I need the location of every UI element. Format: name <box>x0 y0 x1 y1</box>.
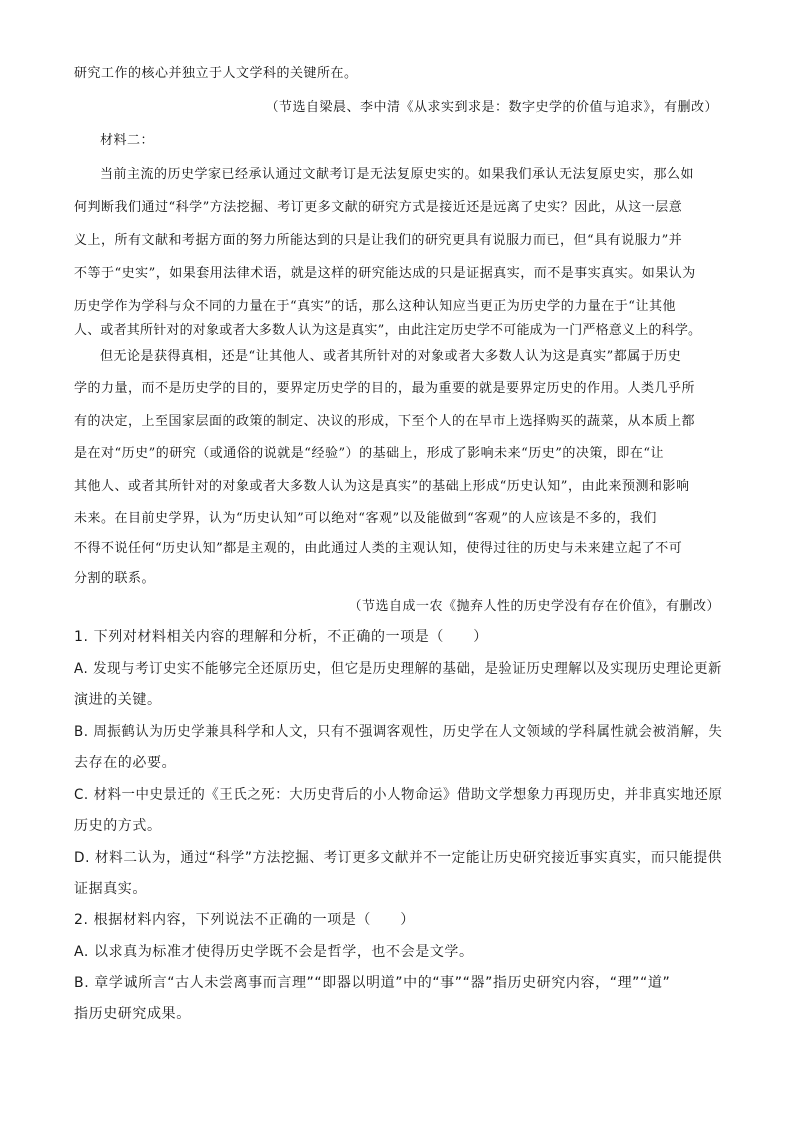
passage-line: 学的力量，而不是历史学的目的，要界定历史学的目的，最为重要的就是要界定历史的作用。人类几乎所 <box>74 381 696 396</box>
question-stem: 1. 下列对材料相关内容的理解和分析，不正确的一项是（ ） <box>74 629 488 645</box>
passage-line: 其他人、或者其所针对的对象或者大多数人认为这是真实”的基础上形成“历史认知”，由此来预测和影响 <box>74 479 690 494</box>
option-c-cont: 历史的方式。 <box>74 818 162 834</box>
passage-line: 有的决定，上至国家层面的政策的制定、决议的形成，下至个人的在早市上选择购买的蔬菜，从本质上都 <box>74 414 696 429</box>
option-b-cont: 去存在的必要。 <box>74 755 177 771</box>
question-stem: 2. 根据材料内容，下列说法不正确的一项是（ ） <box>74 912 415 928</box>
passage-line: 未来。在目前史学界，认为“历史认知”可以绝对“客观”以及能做到“客观”的人应该是不多的，我们 <box>74 511 657 526</box>
material-heading: 材料二： <box>100 133 155 148</box>
option-c: C. 材料一中史景迁的《王氏之死：大历史背后的小人物命运》借助文学想象力再现历史，并非真实地还原 <box>74 787 723 803</box>
passage-line: 不得不说任何“历史认知”都是主观的，由此通过人类的主观认知，使得过往的历史与未来建立起了不可 <box>74 541 683 556</box>
passage-line: 当前主流的历史学家已经承认通过文献考订是无法复原史实的。如果我们承认无法复原史实，那么如 <box>100 167 695 182</box>
passage-line: 分割的联系。 <box>74 571 156 586</box>
passage-line: 是在对“历史”的研究（或通俗的说就是“经验”）的基础上，形成了影响未来“历史”的决策，即在“让 <box>74 446 665 461</box>
option-b: B. 章学诚所言“古人未尝离事而言理”“即器以明道”中的“事”“器”指历史研究内容，“理”“道” <box>74 975 671 991</box>
passage-line: 历史学作为学科与众不同的力量在于“真实”的话，那么这种认知应当更正为历史学的力量在于“让其他 <box>74 299 676 314</box>
passage-line: 但无论是获得真相，还是“让其他人、或者其所针对的对象或者大多数人认为这是真实”都属于历史 <box>100 349 682 364</box>
passage-line: 人、或者其所针对的对象或者大多数人认为这是真实”，由此注定历史学不可能成为一门严格意义上的科学。 <box>74 323 702 338</box>
option-a: A. 发现与考订史实不能够完全还原历史，但它是历史理解的基础，是验证历史理解以及实现历史理论更新 <box>74 661 723 677</box>
option-b: B. 周振鹤认为历史学兼具科学和人文，只有不强调客观性，历史学在人文领域的学科属性就会被消解，失 <box>74 724 723 740</box>
passage-line: 研究工作的核心并独立于人文学科的关键所在。 <box>74 66 358 81</box>
passage-line: 不等于“史实”，如果套用法律术语，就是这样的研究能达成的只是证据真实，而不是事实真实。如果认为 <box>74 266 696 281</box>
passage-line: 何判断我们通过“科学”方法挖掘、考订更多文献的研究方式是接近还是远离了史实？因此，从这一层意 <box>74 200 683 215</box>
option-a: A. 以求真为标准才使得历史学既不会是哲学，也不会是文学。 <box>74 944 474 960</box>
option-d-cont: 证据真实。 <box>74 881 147 897</box>
source-citation: （节选自梁晨、李中清《从求实到求是：数字史学的价值与追求》，有删改） <box>265 100 718 115</box>
option-a-cont: 演进的关键。 <box>74 692 162 708</box>
option-d: D. 材料二认为，通过“科学”方法挖掘、考订更多文献并不一定能让历史研究接近事实真实，而只能提供 <box>74 850 722 866</box>
source-citation: （节选自成一农《抛弃人性的历史学没有存在价值》，有删改） <box>348 599 720 614</box>
option-b-cont: 指历史研究成果。 <box>74 1006 191 1022</box>
passage-line: 义上，所有文献和考据方面的努力所能达到的只是让我们的研究更具有说服力而已，但“具有说服力”并 <box>74 233 683 248</box>
